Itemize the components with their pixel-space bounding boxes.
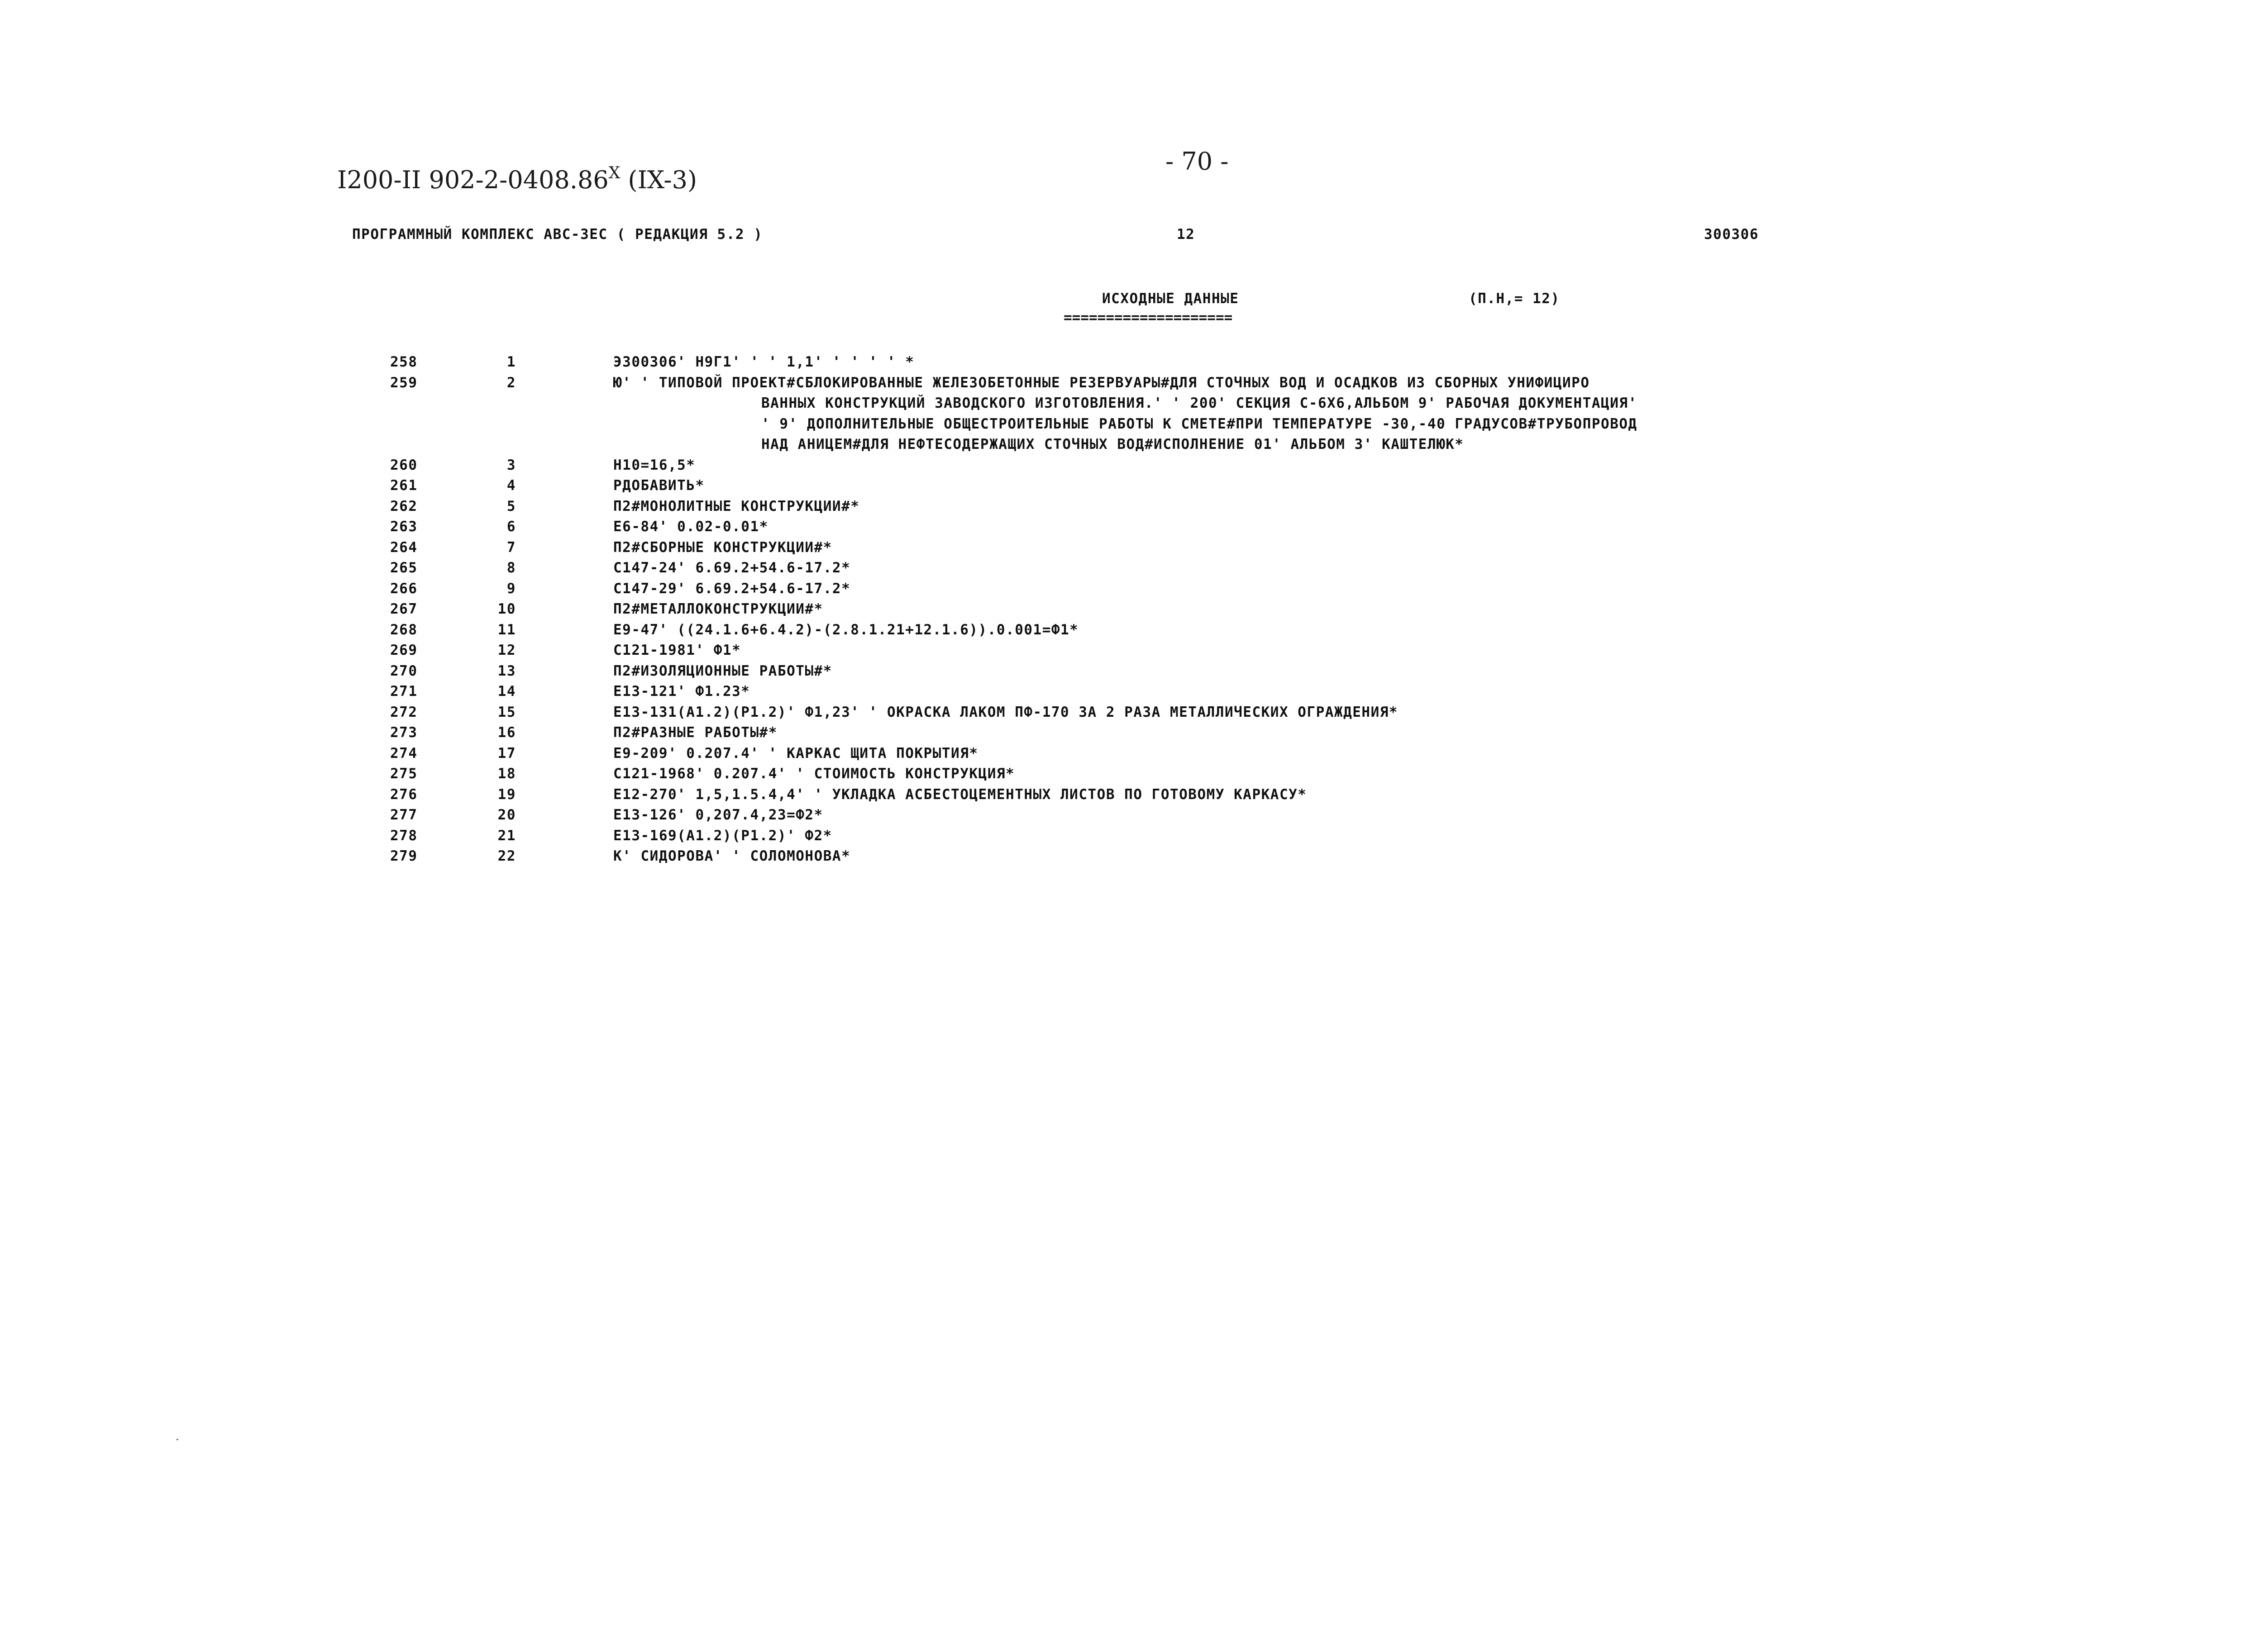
row-text: РДОБАВИТЬ*	[613, 477, 705, 494]
row-sequence-number: 11	[497, 621, 516, 638]
row-line-number: 263	[390, 519, 418, 535]
document-code-suffix: (IX-3)	[620, 166, 697, 194]
listing-row	[0, 580, 2248, 600]
program-name: ПРОГРАММНЫЙ КОМПЛЕКС АВС-3ЕС ( РЕДАКЦИЯ 5.2 )	[352, 226, 763, 243]
listing-row	[0, 662, 2248, 683]
row-sequence-number: 15	[497, 704, 516, 720]
row-sequence-number: 19	[497, 786, 516, 803]
listing-row	[0, 765, 2248, 786]
listing-row	[0, 497, 2248, 518]
listing-row	[0, 374, 2248, 395]
row-line-number: 274	[390, 745, 418, 762]
row-text: Е13-131(А1.2)(Р1.2)' Ф1,23' ' ОКРАСКА ЛАКОМ ПФ-170 ЗА 2 РАЗА МЕТАЛЛИЧЕСКИХ ОГРАЖДЕНИЯ*	[613, 704, 1398, 720]
row-text: Е13-126' 0,207.4,23=Ф2*	[613, 807, 823, 823]
program-page: 12	[1177, 226, 1195, 243]
page-number: - 70 -	[1165, 147, 1229, 176]
row-sequence-number: 6	[506, 519, 516, 535]
row-line-number: 265	[390, 560, 418, 576]
row-text: Н10=16,5*	[613, 457, 696, 473]
row-line-number: 273	[390, 724, 418, 741]
row-line-number: 268	[390, 621, 418, 638]
row-text: С121-1981' Ф1*	[613, 642, 741, 658]
row-sequence-number: 10	[497, 601, 516, 617]
program-code: 300306	[1704, 226, 1759, 243]
row-line-number: 264	[390, 539, 418, 556]
row-text: Е9-47' ((24.1.6+6.4.2)-(2.8.1.21+12.1.6)).0.001=Ф1*	[613, 621, 1079, 638]
row-line-number: 261	[390, 477, 418, 494]
row-text: НАД АНИЦЕМ#ДЛЯ НЕФТЕСОДЕРЖАЩИХ СТОЧНЫХ ВОД#ИСПОЛНЕНИЕ 01' АЛЬБОМ 3' КАШТЕЛЮК*	[761, 436, 1464, 452]
row-line-number: 276	[390, 786, 418, 803]
listing-row	[0, 724, 2248, 744]
row-sequence-number: 22	[497, 848, 516, 864]
row-text: Е13-121' Ф1.23*	[613, 683, 750, 700]
listing-row	[0, 518, 2248, 538]
row-line-number: 269	[390, 642, 418, 658]
row-line-number: 277	[390, 807, 418, 823]
row-sequence-number: 12	[497, 642, 516, 658]
row-text: Е9-209' 0.207.4' ' КАРКАС ЩИТА ПОКРЫТИЯ*	[613, 745, 978, 762]
input-data-listing	[0, 353, 2248, 868]
row-sequence-number: 8	[506, 560, 516, 576]
row-line-number: 267	[390, 601, 418, 617]
row-text: С147-29' 6.69.2+54.6-17.2*	[613, 580, 851, 597]
listing-row	[0, 621, 2248, 642]
listing-row	[0, 538, 2248, 559]
row-line-number: 258	[390, 354, 418, 370]
row-line-number: 275	[390, 766, 418, 782]
listing-row	[0, 682, 2248, 703]
row-text: Е12-270' 1,5,1.5.4,4' ' УКЛАДКА АСБЕСТОЦЕМЕНТНЫХ ЛИСТОВ ПО ГОТОВОМУ КАРКАСУ*	[613, 786, 1307, 803]
row-text: Е6-84' 0.02-0.01*	[613, 519, 768, 535]
row-line-number: 262	[390, 498, 418, 514]
document-code	[337, 164, 697, 194]
row-sequence-number: 14	[497, 683, 516, 700]
row-text: Е13-169(А1.2)(Р1.2)' Ф2*	[613, 827, 832, 844]
row-sequence-number: 16	[497, 724, 516, 741]
row-line-number: 272	[390, 704, 418, 720]
listing-row-continuation	[0, 394, 2248, 415]
listing-row	[0, 641, 2248, 662]
listing-row	[0, 806, 2248, 827]
row-sequence-number: 13	[497, 662, 516, 679]
row-text: С147-24' 6.69.2+54.6-17.2*	[613, 560, 851, 576]
scan-speck	[177, 1439, 178, 1440]
row-sequence-number: 20	[497, 807, 516, 823]
row-sequence-number: 21	[497, 827, 516, 844]
row-sequence-number: 2	[506, 374, 516, 391]
listing-row	[0, 827, 2248, 847]
listing-row-continuation	[0, 415, 2248, 436]
row-text: Э300306' Н9Г1' ' ' 1,1' ' ' ' ' *	[613, 354, 915, 370]
listing-row	[0, 703, 2248, 724]
row-text: К' СИДОРОВА' ' СОЛОМОНОВА*	[613, 848, 851, 864]
section-title-underline: ====================	[1064, 309, 1233, 326]
section-reference: (П.Н,= 12)	[1469, 290, 1560, 307]
row-text: П2#РАЗНЫЕ РАБОТЫ#*	[613, 724, 778, 741]
row-text: С121-1968' 0.207.4' ' СТОИМОСТЬ КОНСТРУКЦИЯ*	[613, 766, 1015, 782]
listing-row	[0, 744, 2248, 765]
row-text: П2#МЕТАЛЛОКОНСТРУКЦИИ#*	[613, 601, 823, 617]
row-text: ' 9' ДОПОЛНИТЕЛЬНЫЕ ОБЩЕСТРОИТЕЛЬНЫЕ РАБОТЫ К СМЕТЕ#ПРИ ТЕМПЕРАТУРЕ -30,-40 ГРАДУСОВ#ТРУБОПРОВОД	[761, 415, 1637, 432]
document-code-main: I200-II 902-2-0408.86	[337, 166, 609, 194]
section-title: ИСХОДНЫЕ ДАННЫЕ	[1102, 290, 1239, 307]
row-sequence-number: 18	[497, 766, 516, 782]
row-text: П2#МОНОЛИТНЫЕ КОНСТРУКЦИИ#*	[613, 498, 860, 514]
listing-row	[0, 847, 2248, 868]
listing-row	[0, 559, 2248, 580]
row-line-number: 260	[390, 457, 418, 473]
row-line-number: 279	[390, 848, 418, 864]
row-sequence-number: 4	[506, 477, 516, 494]
row-line-number: 259	[390, 374, 418, 391]
row-sequence-number: 9	[506, 580, 516, 597]
row-text: П2#ИЗОЛЯЦИОННЫЕ РАБОТЫ#*	[613, 662, 832, 679]
row-line-number: 271	[390, 683, 418, 700]
row-sequence-number: 5	[506, 498, 516, 514]
row-text: ВАННЫХ КОНСТРУКЦИЙ ЗАВОДСКОГО ИЗГОТОВЛЕНИЯ.' ' 200' СЕКЦИЯ С-6Х6,АЛЬБОМ 9' РАБОЧАЯ ДОКУМЕНТАЦИЯ'	[761, 395, 1637, 411]
row-sequence-number: 7	[506, 539, 516, 556]
document-code-superscript: X	[608, 164, 620, 182]
row-line-number: 266	[390, 580, 418, 597]
listing-row	[0, 476, 2248, 497]
listing-row	[0, 456, 2248, 477]
row-sequence-number: 3	[506, 457, 516, 473]
row-line-number: 270	[390, 662, 418, 679]
row-text: П2#СБОРНЫЕ КОНСТРУКЦИИ#*	[613, 539, 832, 556]
listing-row	[0, 786, 2248, 806]
listing-row-continuation	[0, 435, 2248, 456]
row-text: Ю' ' ТИПОВОЙ ПРОЕКТ#СБЛОКИРОВАННЫЕ ЖЕЛЕЗОБЕТОННЫЕ РЕЗЕРВУАРЫ#ДЛЯ СТОЧНЫХ ВОД И ОСАДКОВ ИЗ СБОРНЫХ УНИФИЦИРО	[613, 374, 1590, 391]
listing-row	[0, 600, 2248, 621]
row-sequence-number: 17	[497, 745, 516, 762]
row-sequence-number: 1	[506, 354, 516, 370]
row-line-number: 278	[390, 827, 418, 844]
listing-row	[0, 353, 2248, 374]
